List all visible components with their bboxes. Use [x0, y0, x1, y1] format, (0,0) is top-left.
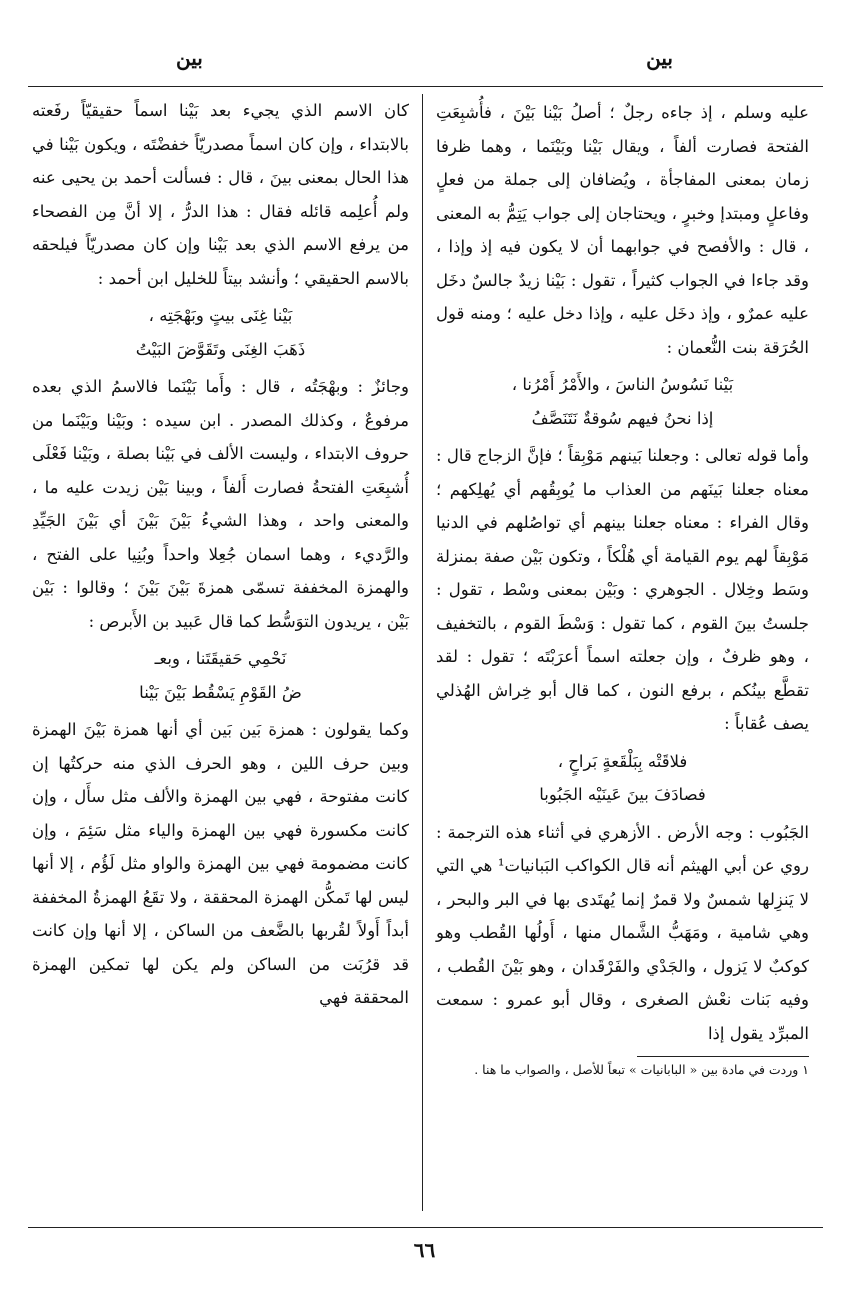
top-rule	[28, 86, 823, 87]
verse	[436, 745, 809, 812]
bottom-rule	[28, 1227, 823, 1228]
verse-line: نَحْمِي حَقيقَتَنا ، وبعـ	[154, 649, 287, 668]
verse-line: إذا نحنُ فيهم سُوقةٌ نَتَنَصَّفُ	[531, 408, 714, 428]
verse-line: ضُ القَوْمِ يَسْقُط بَيْنَ بَيْنا	[139, 682, 302, 702]
verse	[32, 642, 409, 709]
verse-line: فصادَفَ بينَ عَينَيْه الجَبُوبا	[539, 785, 706, 804]
paragraph: وجائزٌ : وبهْجَتُه ، قال : وأَما بَيْنَما فالاسمُ الذي بعده مرفوعٌ ، وكذلك المصدر . ابن سيده : وبَيْنا وبَيْنَما من حروف الابتداء ، وليست الألف في بَيْنا بصلة ، وبَيْنا فَعْلَى أُشبِعَتِ الفتحةُ فصارت أَلفاً ، وبينا بَيْن زيدت عليه ما ، والمعنى واحد ، وهذا الشيءُ بَيْنَ بَيْنَ أي بَيْنَ الجَيِّدِ والرَّديء ، وهما اسمان جُعِلا واحداً وبُنِيا على الفتح ، والهمزة المخففة تسمّى همزةَ بَيْنَ بَيْنَ ؛ وقالوا : بَيْن بَيْن ، يريدون التوَسُّط كما قال عَبيد بن الأَبرص :	[32, 377, 409, 631]
verse-line: فلاقَتْه بِبَلْقَعةٍ بَراحٍ ،	[557, 751, 688, 771]
header-word-left: بين	[176, 46, 203, 70]
right-column	[436, 96, 809, 1081]
column-divider	[422, 94, 423, 1211]
left-column	[32, 94, 409, 1015]
paragraph: وكما يقولون : همزة بَين بَين أي أنها همزة بَيْنَ الهمزة وبين حرف اللين ، وهو الحرف الذي منه حركتُها إن كانت مفتوحة ، فهي بين الهمزة والألف مثل سأَل ، وإن كانت مكسورة فهي بين الهمزة والياء مثل سَئِمَ ، وإن كانت مضمومة فهي بين الهمزة والواو مثل لَؤُم ، إلا أنها ليس لها تَمكُّن الهمزة المحققة ، ولا تقَعُ الهمزةُ المخففة أبداً أَولاً لقُربها بالضَّعف من الساكن ، إلا أنها وإن كانت قد قرُبَت من الساكن ولم يكن لها تمكين الهمزة المحققة فهي	[32, 720, 409, 1007]
paragraph: كان الاسم الذي يجيء بعد بَيْنا اسماً حقيقيّاً رفَعته بالابتداء ، وإن كان اسماً مصدريّاً خفضْتَه ، ويكون بَيْنا في هذا الحال بمعنى بينَ ، قال : فسألت أحمد بن يحيى عنه ولم أُعلِمه قائله فقال : هذا الدرُّ ، إلا أنَّ مِن الفصحاء من يرفع الاسم الذي بعد بَيْنا وإن كان مصدريّاً فيلحقه بالاسم الحقيقي ؛ وأنشد بيتاً للخليل ابن أحمد :	[32, 101, 409, 288]
verse-line: ذَهَبَ الغِنَى وتَقَوَّضَ البَيْتُ	[135, 339, 306, 359]
paragraph: عليه وسلم ، إذ جاءه رجلٌ ؛ أصلُ بَيْنا بَيْنَ ، فأُشبِعَتِ الفتحة فصارت ألفاً ، ويقال بَيْنا وبَيْنَما ، وهما ظرفا زمان بمعنى المفاجأة ، ويُضافان إلى جملة من فعلٍ وفاعلٍ ومبتدإ وخبرٍ ، ويحتاجان إلى جواب يَتِمُّ به المعنى ، قال : والأفصح في جوابهما أن لا يكون فيه إذ وإذا ، وقد جاءا في الجواب كثيراً ، تقول : بَيْنا زيدٌ جالسٌ دخَل عليه عمرٌو ، وإذ دخَل عليه ، وإذا دخل عليه ؛ ومنه قول الحُرَقة بنت النُّعمان :	[436, 103, 809, 357]
verse-line: بَيْنا غِنَى بيتٍ وبَهْجَتِه ،	[148, 306, 293, 325]
footnote-rule	[637, 1056, 809, 1057]
verse	[32, 299, 409, 366]
header-word-right: بين	[646, 46, 673, 70]
paragraph: وأما قوله تعالى : وجعلنا بَينهم مَوْبِقاً ؛ فإنَّ الزجاج قال : معناه جعلنا بَينَهم من العذاب ما يُوبِقُهم أي يُهلِكهم ؛ وقال الفراء : معناه جعلنا بينهم أي تواصُلهم في الدنيا مَوْبِقاً لهم يوم القيامة أي هُلْكاً ، وتكون بَيْن صفة بمنزلة وسَط وخِلال . الجوهري : وبَيْن بمعنى وسْط ، تقول : جلستُ بينَ القوم ، كما تقول : وَسْطَ القوم ، بالتخفيف ، وهو ظرفٌ ، وإن جعلته اسماً أعرَبْتَه ؛ تقول : لقد تقطَّع بينُكم ، برفع النون ، كما قال أبو خِراش الهُذلي يصف عُقاباً :	[436, 446, 809, 733]
verse-line: بَيْنا نَسُوسُ الناسَ ، والأَمْرُ أَمْرُنا ،	[511, 375, 734, 394]
footnote: ١ وردت في مادة بين « البابانيات » تبعاً للأصل ، والصواب ما هنا .	[474, 1062, 809, 1077]
paragraph: الجَبُوب : وجه الأرض . الأزهري في أثناء هذه الترجمة : روي عن أبي الهيثم أنه قال الكواكب البَبانيات¹ هي التي لا يَنزِلها شمسٌ ولا قمرٌ إنما يُهتَدى بها في البر والبحر ، وهي شامية ، ومَهَبُّ الشَّمال منها ، أَولُها القُطب وهو كوكبٌ لا يَزول ، والجَدْي والفَرْقَدان ، وهو بَيْنَ القُطب ، وفيه بَنات نعْش الصغرى ، وقال أبو عمرو : سمعت المبرِّد يقول إذا	[436, 822, 809, 1043]
verse	[436, 368, 809, 435]
page-number: ٦٦	[413, 1238, 436, 1262]
